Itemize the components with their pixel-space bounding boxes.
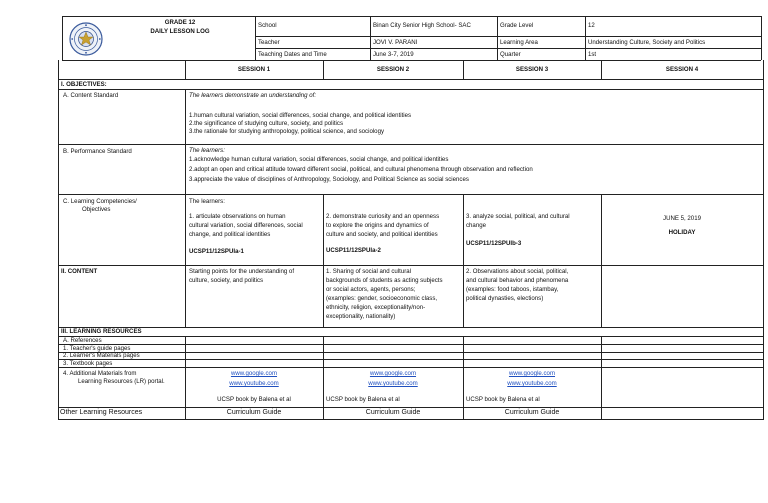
session-4-header: SESSION 4 [665,66,699,73]
competency-3-line: 3. analyze social, political, and cultural [466,213,570,220]
session-4-holiday: HOLIDAY [668,229,696,236]
school-label: School [258,22,277,29]
grade-title: GRADE 12 [164,19,196,26]
session-3-google-link[interactable]: www.google.com [508,370,556,377]
learning-area-value: Understanding Culture, Society and Politics [588,39,706,46]
content-cell-2-line: backgrounds of students as acting subjects [326,277,443,284]
competencies-intro: The learners: [189,198,225,205]
session-4-date: JUNE 5, 2019 [663,215,701,222]
teacher-guide-label: 1. Teacher's guide pages [63,345,131,352]
session-2-google-link[interactable]: www.google.com [369,370,417,377]
content-cell-2-line: ethnicity, religion, exceptionality/non- [326,304,426,311]
content-cell-1-line: Starting points for the understanding of [189,268,295,275]
content-standard-item: 1.human cultural variation, social differences, social change, and political identities [189,112,412,119]
competency-2-line: to explore the origins and dynamics of [326,222,429,229]
teacher-value: JOVI V. PARANI [373,39,418,46]
content-cell-2-line: 1. Sharing of social and cultural [326,268,412,275]
session-2-curriculum-guide: Curriculum Guide [365,409,421,416]
session-3-youtube-link[interactable]: www.youtube.com [507,380,557,387]
performance-item: 2.adopt an open and critical attitude toward different social, political, and cultural phenomena through observation and reflection [189,166,533,173]
content-standard-item: 3.the rationale for studying anthropology, political science, and sociology [189,128,385,135]
quarter-value: 1st [588,51,597,58]
competencies-label-2: Objectives [82,206,111,213]
competency-1-line: 1. articulate observations on human [189,213,286,220]
grade-level-value: 12 [588,22,595,29]
session-1-google-link[interactable]: www.google.com [230,370,278,377]
other-resources-label: Other Learning Resources [60,409,143,416]
content-cell-2-line: exceptionality, nationality) [326,313,396,320]
content-heading: II. CONTENT [61,268,98,275]
content-cell-3-line: 2. Observations about social, political, [466,268,569,275]
competency-1-line: cultural variation, social differences, social [189,222,303,229]
competency-2-line: culture and society, and political identities [326,231,438,238]
competency-1-code: UCSP11/12SPUIa-1 [189,248,244,255]
content-cell-3-line: and cultural behavior and phenomena [466,277,569,284]
content-cell-2-line: (examples: gender, socioeconomic class, [326,295,438,302]
content-standard-label: A. Content Standard [63,92,119,99]
quarter-label: Quarter [500,51,521,58]
session-3-book: UCSP book by Balena et al [466,396,540,403]
additional-materials-label: 4. Additional Materials from [63,370,137,377]
content-standard-item: 2.the significance of studying culture, society, and politics [189,120,344,127]
session-1-curriculum-guide: Curriculum Guide [226,409,282,416]
session-1-book: UCSP book by Balena et al [217,396,291,403]
learning-area-label: Learning Area [500,39,538,46]
competency-2-code: UCSP11/12SPUIa-2 [326,247,381,254]
resources-heading: III. LEARNING RESOURCES [61,328,142,335]
dates-value: June 3-7, 2019 [373,51,414,58]
session-3-curriculum-guide: Curriculum Guide [504,409,560,416]
references-label: A. References [63,337,102,344]
performance-intro: The learners: [189,147,225,154]
content-cell-3-line: (examples: food taboos, istambay, [466,286,559,293]
performance-item: 1.acknowledge human cultural variation, social differences, social change, and political identities [189,156,449,163]
performance-item: 3.appreciate the value of disciplines of Anthropology, Sociology, and Political Science as social sciences [189,176,469,183]
session-2-youtube-link[interactable]: www.youtube.com [368,380,418,387]
teacher-label: Teacher [258,39,280,46]
dates-label: Teaching Dates and Time [258,51,327,58]
content-cell-1-line: culture, society, and politics [189,277,264,284]
session-2-book: UCSP book by Balena et al [326,396,400,403]
textbook-label: 3. Textbook pages [63,360,113,367]
session-3-header: SESSION 3 [515,66,549,73]
learner-materials-label: 2. Learner's Materials pages [63,352,140,359]
content-cell-2-line: or social actors, agents, persons; [326,286,416,293]
competency-2-line: 2. demonstrate curiosity and an openness [326,213,440,220]
competencies-label: C. Learning Competencies/ [63,198,137,205]
content-standard-intro: The learners demonstrate an understanding of: [189,92,317,99]
competency-3-line: change [466,222,486,229]
content-cell-3-line: political dynasties, elections) [466,295,544,302]
session-2-header: SESSION 2 [376,66,410,73]
competency-3-code: UCSP11/12SPUIb-3 [466,240,522,247]
additional-materials-label-2: Learning Resources (LR) portal. [78,378,165,385]
objectives-heading: I. OBJECTIVES: [61,81,107,88]
deped-seal-logo [69,22,103,56]
school-value: Binan City Senior High School- SAC [373,22,471,29]
performance-standard-label: B. Performance Standard [63,148,132,155]
grade-level-label: Grade Level [500,22,534,29]
competency-1-line: change, and political identities [189,231,271,238]
session-1-youtube-link[interactable]: www.youtube.com [229,380,279,387]
doc-title: DAILY LESSON LOG [150,28,210,35]
session-1-header: SESSION 1 [237,66,271,73]
